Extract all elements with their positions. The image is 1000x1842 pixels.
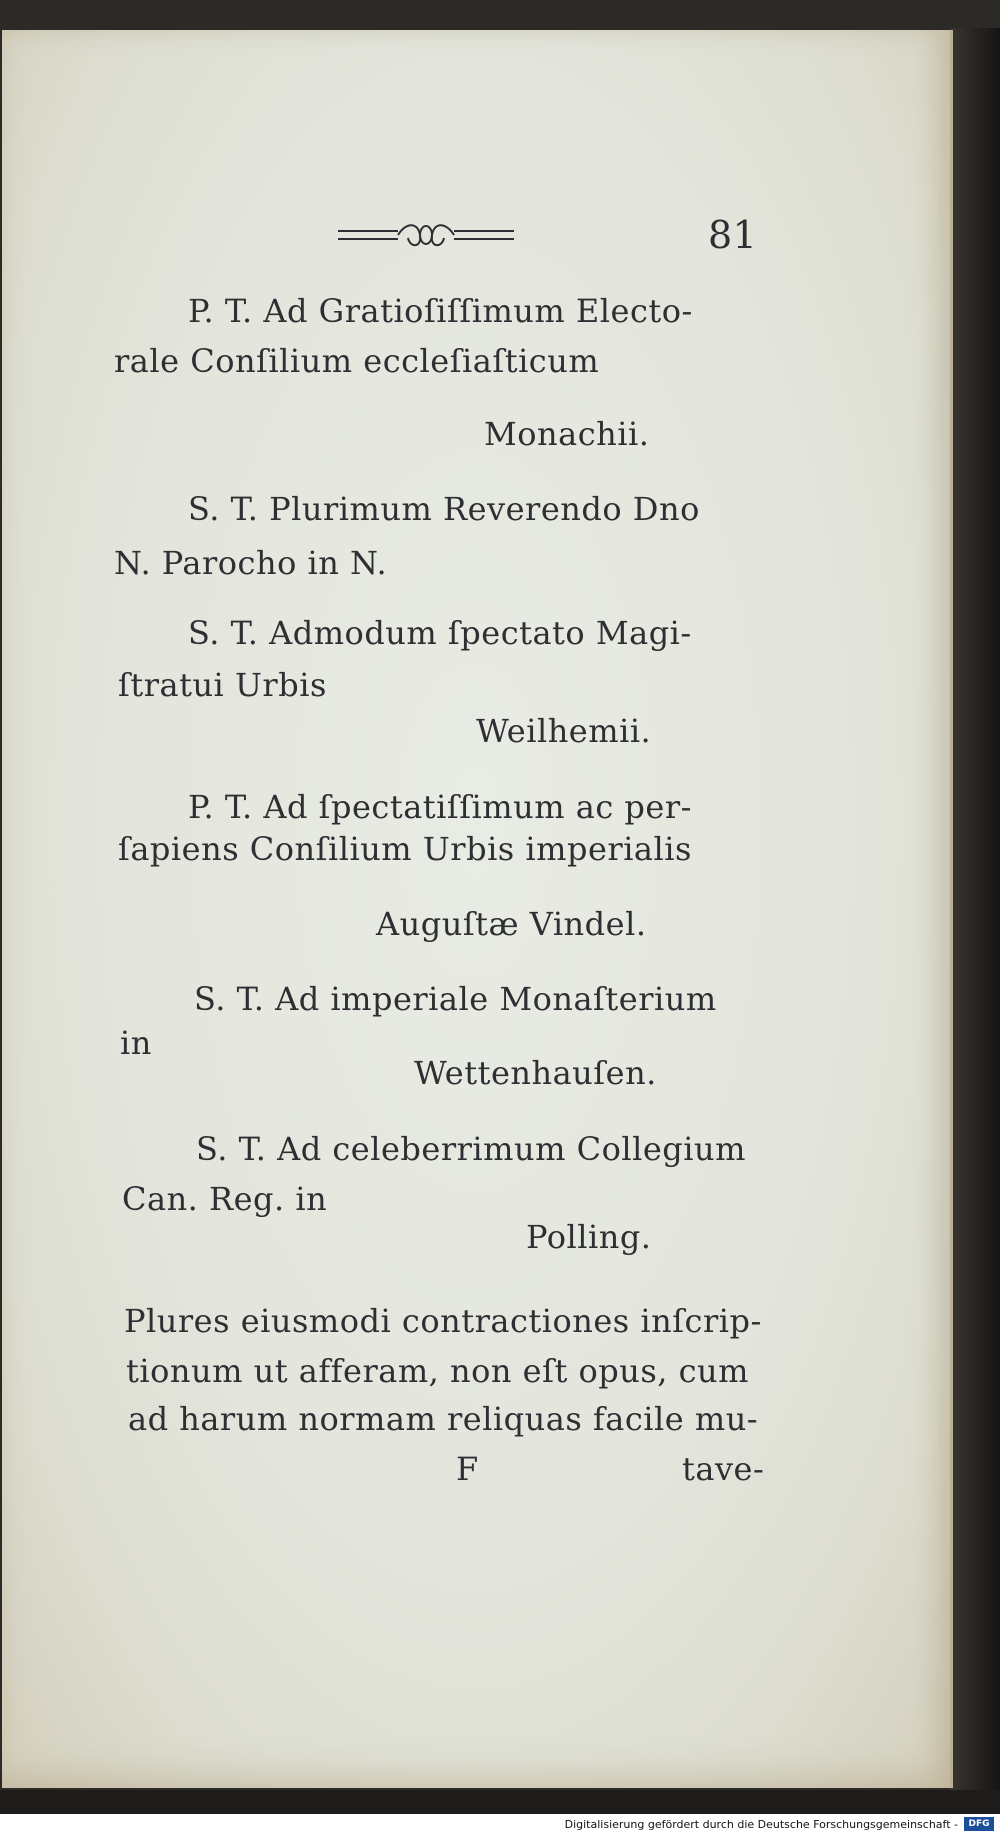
text-line: P. T. Ad Gratioſiſſimum Electo- bbox=[188, 292, 693, 330]
text-line: tionum ut afferam, non eſt opus, cum bbox=[126, 1352, 749, 1390]
text-line: Polling. bbox=[526, 1218, 652, 1256]
text-line: ſtratui Urbis bbox=[118, 666, 327, 704]
text-line: Auguſtæ Vindel. bbox=[376, 905, 647, 943]
catchword: tave- bbox=[682, 1450, 765, 1488]
scan-bottom-edge bbox=[0, 1790, 1000, 1814]
text-line: S. T. Ad celeberrimum Collegium bbox=[196, 1130, 746, 1168]
footer-credit: Digitalisierung gefördert durch die Deutsche Forschungsgemeinschaft - bbox=[564, 1818, 958, 1831]
ornament-icon bbox=[336, 218, 516, 252]
text-line: S. T. Plurimum Reverendo Dno bbox=[188, 490, 700, 528]
text-line: Plures eiusmodi contractiones inſcrip- bbox=[124, 1302, 762, 1340]
text-line: Can. Reg. in bbox=[122, 1180, 328, 1218]
text-line: S. T. Admodum ſpectato Magi- bbox=[188, 614, 692, 652]
signature-mark: F bbox=[456, 1450, 479, 1488]
dfg-logo: DFG bbox=[964, 1817, 994, 1831]
text-line: Monachii. bbox=[484, 415, 650, 453]
text-line: rale Conſilium eccleſiaſticum bbox=[114, 342, 600, 380]
text-line: Weilhemii. bbox=[476, 712, 652, 750]
text-line: N. Parocho in N. bbox=[114, 544, 388, 582]
page-number: 81 bbox=[708, 213, 758, 257]
text-line: Wettenhauſen. bbox=[414, 1054, 657, 1092]
page-edge-shadow bbox=[950, 28, 1000, 1798]
text-line: P. T. Ad ſpectatiſſimum ac per- bbox=[188, 788, 692, 826]
text-line: ſapiens Conſilium Urbis imperialis bbox=[118, 830, 692, 868]
text-line: S. T. Ad imperiale Monaſterium bbox=[194, 980, 717, 1018]
text-line: ad harum normam reliquas facile mu- bbox=[128, 1400, 759, 1438]
text-line: in bbox=[120, 1024, 152, 1062]
